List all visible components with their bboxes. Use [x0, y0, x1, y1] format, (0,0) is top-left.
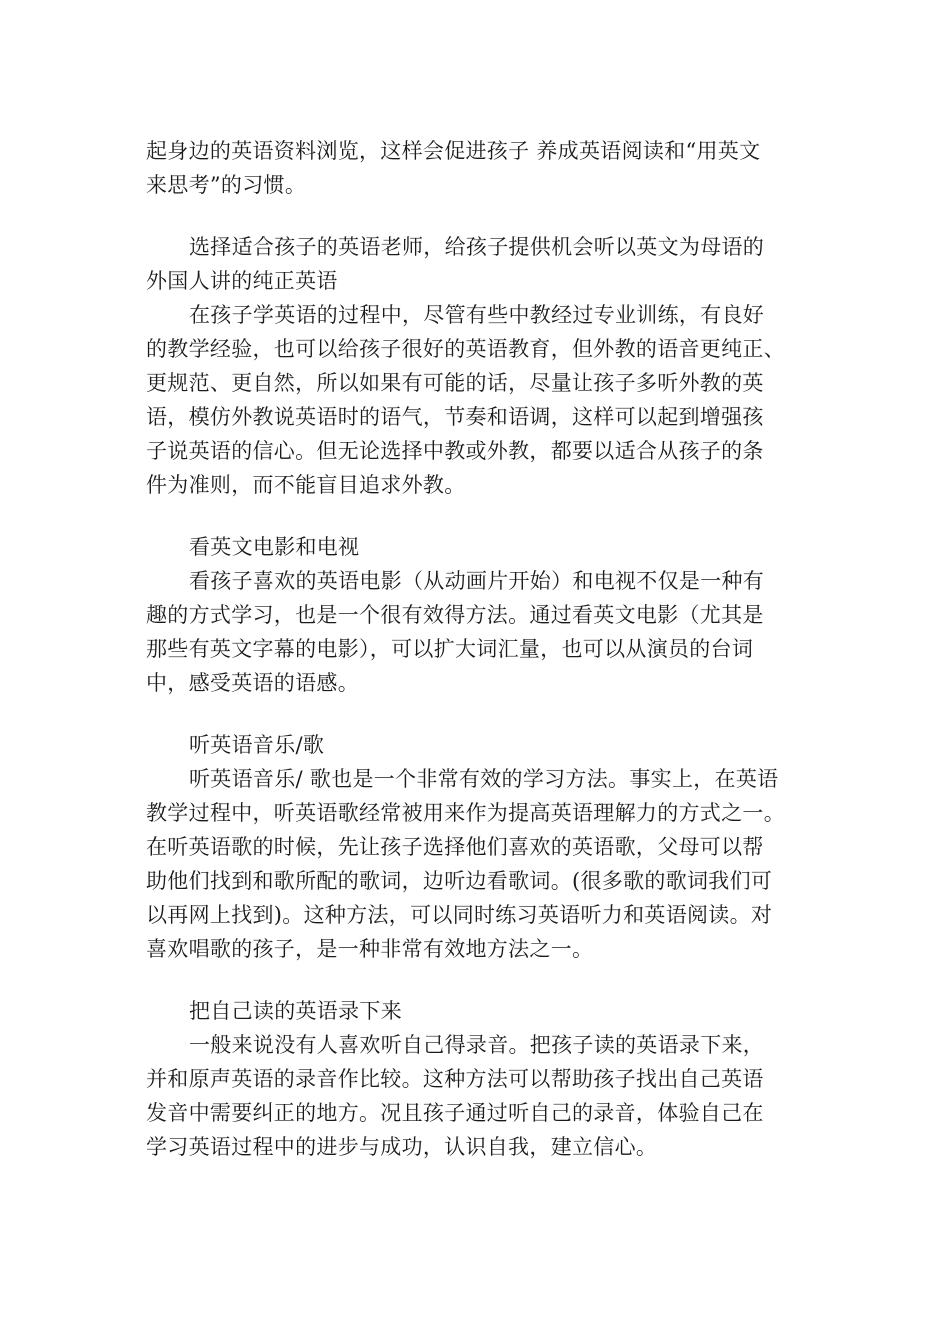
paragraph-gap: [146, 202, 806, 230]
text-line: 在听英语歌的时候，先让孩子选择他们喜欢的英语歌，父母可以帮: [146, 835, 764, 859]
text-line: 子说英语的信心。但无论选择中教或外教，都要以适合从孩子的条: [146, 439, 764, 463]
text-line: 更规范、更自然，所以如果有可能的话，尽量让孩子多听外教的英: [146, 371, 764, 395]
text-line: 一般来说没有人喜欢听自己得录音。把孩子读的英语录下来，: [189, 1033, 765, 1057]
section-movies: [146, 530, 806, 700]
paragraph-gap: [146, 966, 806, 994]
text-line: 语，模仿外教说英语时的语气，节奏和语调，这样可以起到增强孩: [146, 405, 764, 429]
intro-paragraph: [146, 134, 806, 202]
section-heading: 看英文电影和电视: [189, 535, 360, 559]
text-line: 学习英语过程中的进步与成功，认识自我，建立信心。: [146, 1135, 658, 1159]
text-line: 中，感受英语的语感。: [146, 671, 359, 695]
section-teacher: [146, 230, 806, 502]
text-line: 助他们找到和歌所配的歌词，边听边看歌词。(很多歌的歌词我们可: [146, 869, 773, 893]
text-line: 件为准则，而不能盲目追求外教。: [146, 473, 466, 497]
text-line: 看孩子喜欢的英语电影（从动画片开始）和电视不仅是一种有: [189, 569, 765, 593]
section-heading: 听英语音乐/歌: [189, 733, 325, 757]
text-line: 起身边的英语资料浏览，这样会促进孩子 养成英语阅读和“用英文: [146, 139, 761, 163]
text-line: 的教学经验，也可以给孩子很好的英语教育，但外教的语音更纯正、: [146, 337, 785, 361]
text-line: 并和原声英语的录音作比较。这种方法可以帮助孩子找出自己英语: [146, 1067, 764, 1091]
text-line: 喜欢唱歌的孩子，是一种非常有效地方法之一。: [146, 937, 594, 961]
text-line: 教学过程中，听英语歌经常被用来作为提高英语理解力的方式之一。: [146, 801, 785, 825]
document-page: [146, 134, 806, 1164]
section-record: [146, 994, 806, 1164]
text-line: 来思考”的习惯。: [146, 173, 307, 197]
paragraph-gap: [146, 700, 806, 728]
section-heading: 外国人讲的纯正英语: [146, 269, 338, 293]
section-heading: 选择适合孩子的英语老师，给孩子提供机会听以英文为母语的: [189, 235, 765, 259]
section-heading: 把自己读的英语录下来: [189, 999, 402, 1023]
text-line: 那些有英文字幕的电影），可以扩大词汇量，也可以从演员的台词: [146, 637, 754, 661]
text-line: 在孩子学英语的过程中，尽管有些中教经过专业训练，有良好: [189, 303, 765, 327]
section-music: [146, 728, 806, 966]
text-line: 以再网上找到)。这种方法，可以同时练习英语听力和英语阅读。对: [146, 903, 773, 927]
text-line: 趣的方式学习，也是一个很有效得方法。通过看英文电影（尤其是: [146, 603, 764, 627]
text-line: 听英语音乐/ 歌也是一个非常有效的学习方法。事实上，在英语: [189, 767, 779, 791]
text-line: 发音中需要纠正的地方。况且孩子通过听自己的录音，体验自己在: [146, 1101, 764, 1125]
paragraph-gap: [146, 502, 806, 530]
